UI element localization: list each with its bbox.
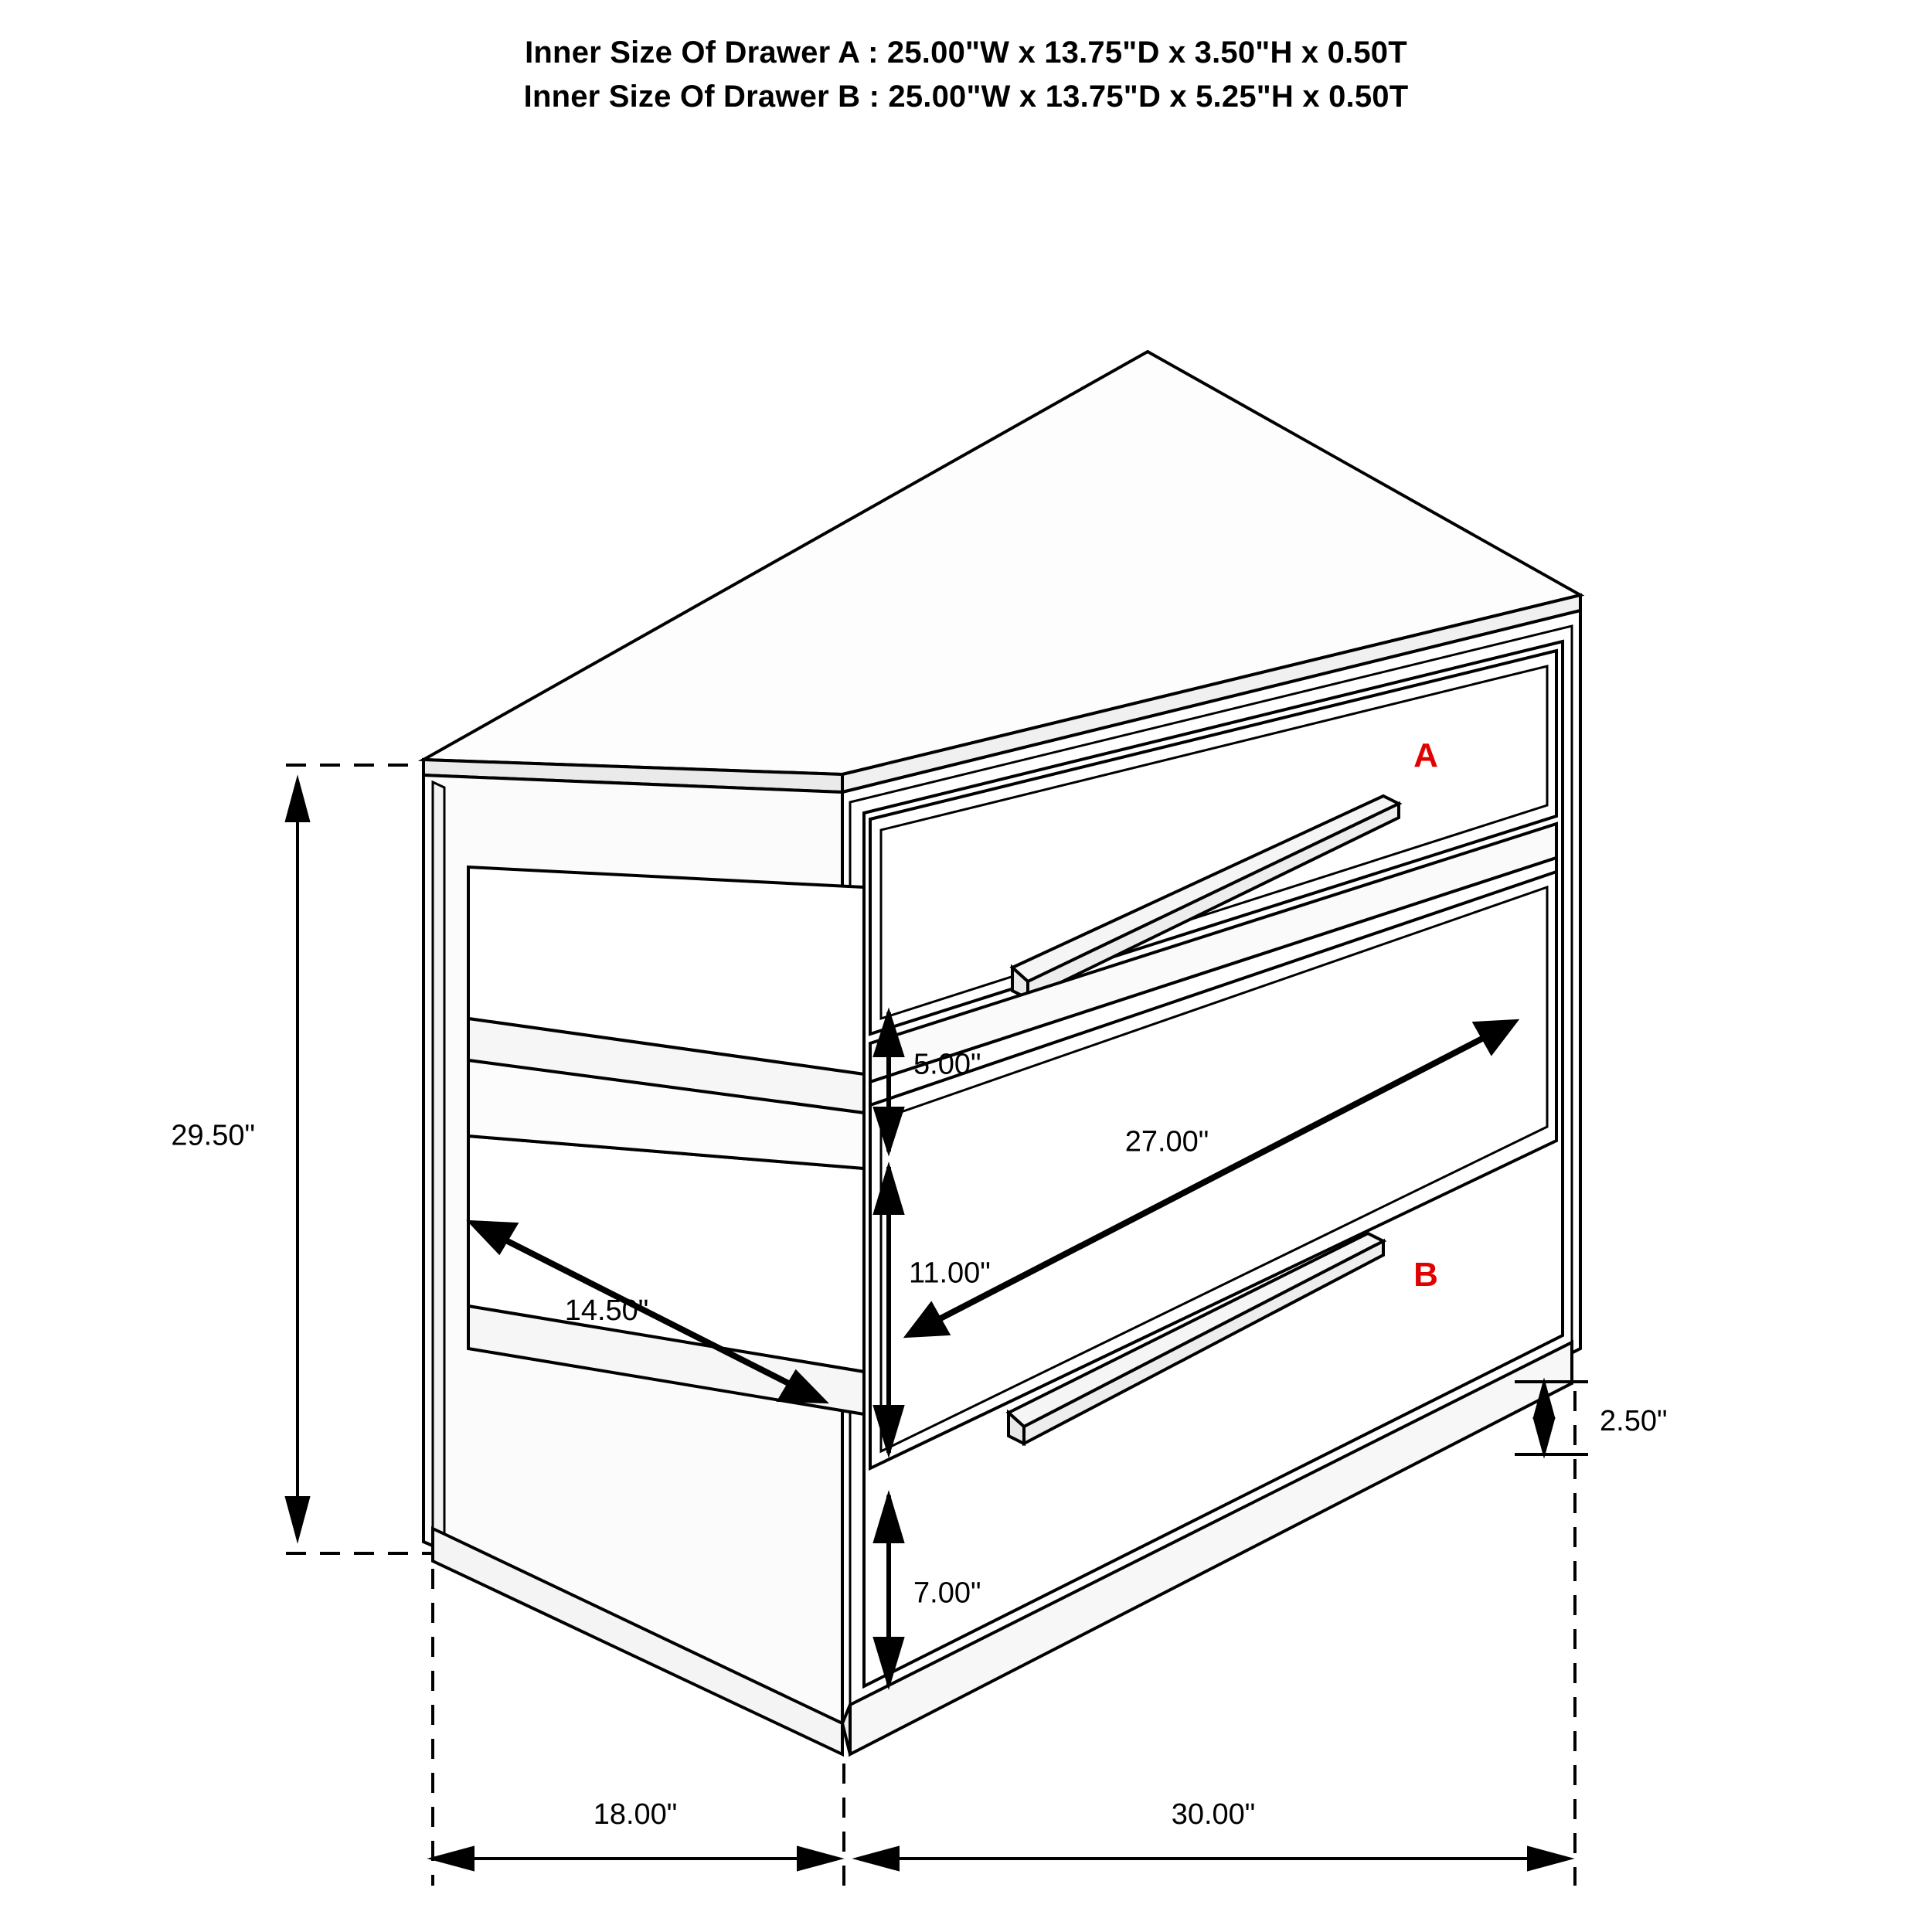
dim-depth-label: 18.00" [593, 1798, 678, 1831]
dim-base-height-label: 2.50" [1600, 1405, 1668, 1437]
dim-opening-b-height-label: 11.00" [909, 1257, 991, 1290]
dim-inner-width-label: 27.00" [1124, 1125, 1209, 1158]
cabinet-left-openings [468, 867, 864, 1414]
drawer-a-inner-size-text: Inner Size Of Drawer A : 25.00"W x 13.75"D x 3.50"H x 0.50T [525, 36, 1407, 70]
drawer-a-marker: A [1413, 736, 1438, 774]
drawer-b-inner-size-text: Inner Size Of Drawer B : 25.00"W x 13.75"D x 5.25"H x 0.50T [523, 79, 1409, 114]
drawer-b-marker: B [1413, 1256, 1438, 1294]
dim-overall-height-label: 29.50" [171, 1119, 255, 1152]
dim-lower-height-label: 7.00" [913, 1577, 981, 1610]
dim-opening-a-height-label: 5.00" [913, 1048, 981, 1081]
dim-overall-height [286, 765, 434, 1553]
dim-inner-depth-label: 14.50" [564, 1294, 649, 1327]
dim-width-label: 30.00" [1171, 1798, 1256, 1831]
